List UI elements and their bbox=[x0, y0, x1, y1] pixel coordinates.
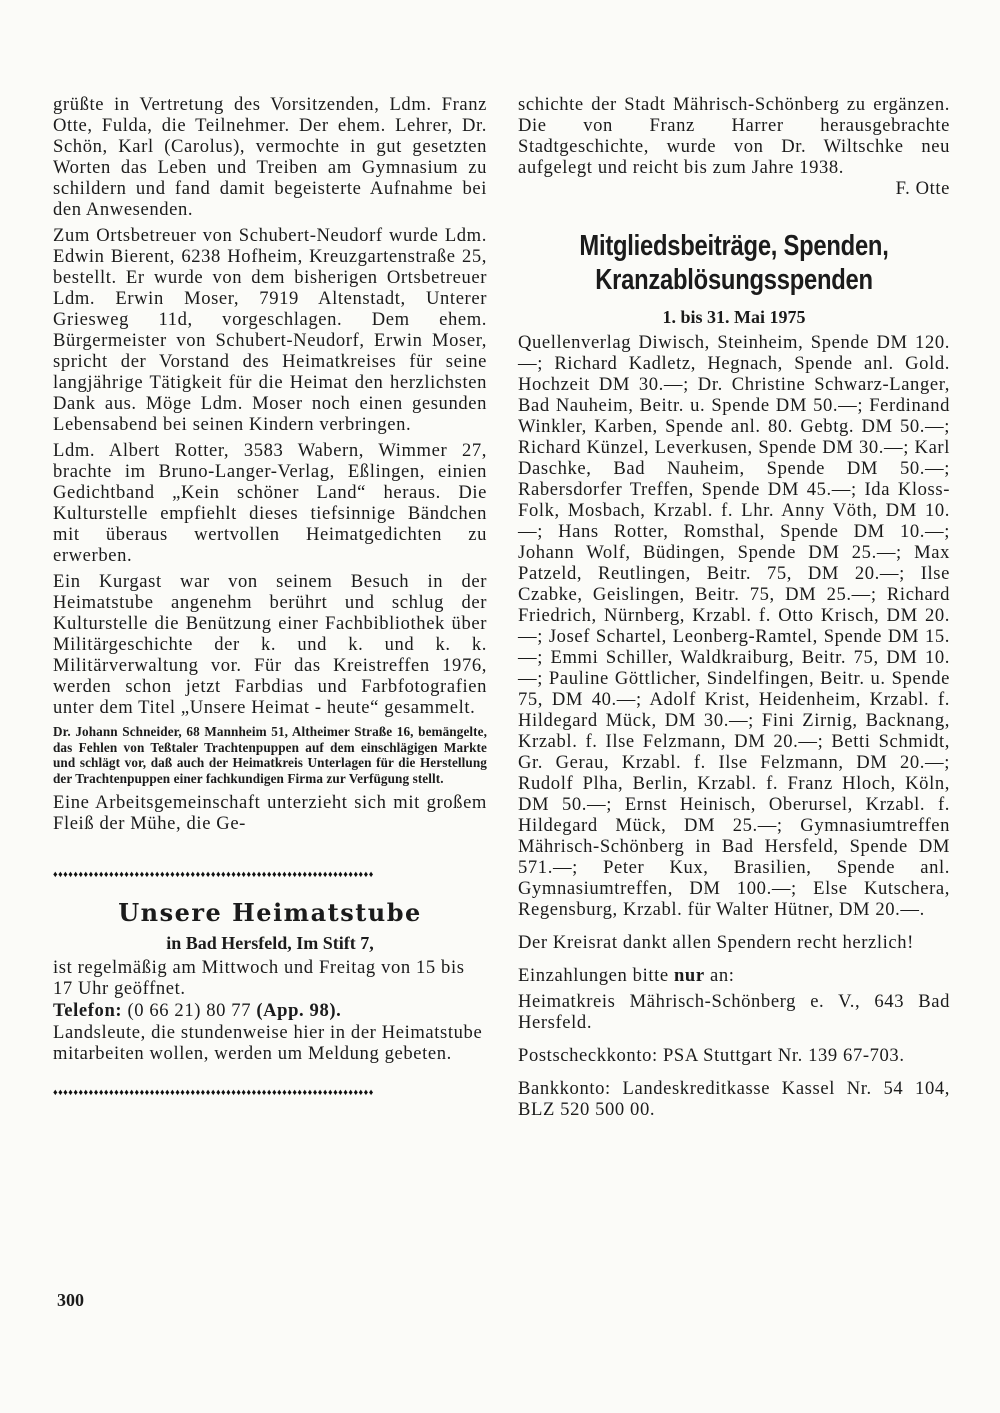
divider-bottom: ♦♦♦♦♦♦♦♦♦♦♦♦♦♦♦♦♦♦♦♦♦♦♦♦♦♦♦♦♦♦♦♦♦♦♦♦♦♦♦♦♦♦♦♦♦♦♦♦♦♦♦♦♦♦♦♦♦♦♦♦♦♦♦ bbox=[53, 1087, 374, 1097]
paragraph-kurgast: Ein Kurgast war von seinem Besuch in der Heimatstube angenehm berührt und schlug der Kulturstelle die Benützung einer Fachbibliothek über Militärgeschichte der k. und k. und k. k. Militärverwaltung vor. Für das Kreistreffen 1976, werden schon jetzt Farbdias und Farbfotografien unter dem Titel „Unsere Heimat - heute“ gesammelt. bbox=[53, 571, 487, 718]
left-column bbox=[53, 94, 487, 1098]
right-column bbox=[518, 94, 950, 1125]
payment-recipient: Heimatkreis Mährisch-Schönberg e. V., 643 Bad Hersfeld. bbox=[518, 991, 950, 1033]
section-title-line-1: Mitgliedsbeiträge, Spenden, bbox=[579, 230, 889, 262]
donations-list: Quellenverlag Diwisch, Steinheim, Spende DM 120.—; Richard Kadletz, Hegnach, Spende anl. Gold. Hochzeit DM 30.—; Dr. Christine Schwarz-Langer, Bad Nauheim, Beitr. u. Spende DM 50.—; Ferdinand Winkler, Karben, Spende anl. 80. Gebtg. DM 50.—; Richard Künzel, Leverkusen, Spende DM 30.—; Karl Daschke, Bad Nauheim, Spende DM 50.—; Rabersdorfer Treffen, Spende DM 45.—; Ida Kloss-Folk, Mosbach, Krzabl. f. Lhr. Anny Vöth, DM 10.—; Hans Rotter, Romsthal, Spende DM 10.—; Johann Wolf, Büdingen, Spende DM 25.—; Max Patzeld, Reutlingen, Beitr. 75, DM 20.—; Ilse Czabke, Geislingen, Beitr. 75, DM 25.—; Richard Friedrich, Nürnberg, Krzabl. f. Otto Krisch, DM 20.—; Josef Schartel, Leonberg-Ramtel, Spende DM 15.—; Emmi Schiller, Waldkraiburg, Beitr. 75, DM 10.—; Pauline Göttlicher, Sindelfingen, Beitr. u. Spende 75, DM 40.—; Adolf Krist, Heidenheim, Krzabl. f. Hildegard Mück, DM 30.—; Fini Zirnig, Backnang, Krzabl. f. Ilse Felzmann, DM 20.—; Betti Schmidt, Gr. Gerau, Krzabl. f. Ilse Felzmann, DM 20.—; Rudolf Plha, Berlin, Krzabl. f. Franz Hloch, Köln, DM 50.—; Ernst Heinisch, Oberursel, Krzabl. f. Hildegard Mück, DM 25.—; Gymnasiumtreffen Mährisch-Schönberg in Bad Hersfeld, Spende DM 571.—; Peter Kux, Brasilien, Spende anl. Gymnasiumtreffen, DM 100.—; Else Kutschera, Regensburg, Krzabl. für Walter Hütner, DM 20.—. bbox=[518, 332, 950, 920]
payment-instruction bbox=[518, 965, 950, 986]
phone-label: Telefon: bbox=[53, 1000, 123, 1021]
heimatstube-hours: ist regelmäßig am Mittwoch und Freitag von 15 bis 17 Uhr geöffnet. bbox=[53, 957, 465, 999]
paragraph-arbeitsgemeinschaft: Eine Arbeitsgemeinschaft unterzieht sich mit großem Fleiß der Mühe, die Ge- bbox=[53, 792, 487, 834]
payment-emphasis: nur bbox=[673, 965, 705, 986]
paragraph-trachtenpuppen: Dr. Johann Schneider, 68 Mannheim 51, Altheimer Straße 16, bemängelte, das Fehlen von Teßtaler Trachtenpuppen auf dem einschlägigen Markte und schlägt vor, daß auch der Heimatkreis Unterlagen für die Herstellung der Trachtenpuppen einer fachkundigen Firma zur Verfügung stellt. bbox=[53, 724, 487, 786]
heimatstube-address: in Bad Hersfeld, Im Stift 7, bbox=[166, 933, 374, 953]
divider-top: ♦♦♦♦♦♦♦♦♦♦♦♦♦♦♦♦♦♦♦♦♦♦♦♦♦♦♦♦♦♦♦♦♦♦♦♦♦♦♦♦♦♦♦♦♦♦♦♦♦♦♦♦♦♦♦♦♦♦♦♦♦♦♦ bbox=[53, 869, 374, 879]
thanks-note: Der Kreisrat dankt allen Spendern recht herzlich! bbox=[518, 932, 914, 953]
postal-account: Postscheckkonto: PSA Stuttgart Nr. 139 67-703. bbox=[518, 1045, 905, 1066]
stadtgeschichte-text: schichte der Stadt Mährisch-Schönberg zu ergänzen. Die von Franz Harrer herausgebrachte Stadtgeschichte, wurde von Dr. Wiltschke neu aufgelegt und reicht bis zum Jahre 1938. bbox=[518, 94, 950, 178]
heimatstube-phone bbox=[53, 1000, 487, 1021]
heimatstube-volunteers: Landsleute, die stundenweise hier in der Heimatstube mitarbeiten wollen, werden um Meldung gebeten. bbox=[53, 1022, 483, 1064]
author-signature: F. Otte bbox=[895, 178, 950, 199]
payment-suffix: an: bbox=[709, 965, 735, 986]
paragraph-gedichtband: Ldm. Albert Rotter, 3583 Wabern, Wimmer 27, brachte im Bruno-Langer-Verlag, Eßlingen, einien Gedichtband „Kein schöner Land“ heraus. Die Kulturstelle empfiehlt dieses tiefsinnige Bändchen mit überaus wertvollen Heimatgedichten zu erwerben. bbox=[53, 440, 487, 566]
payment-prefix: Einzahlungen bitte bbox=[518, 965, 669, 986]
phone-extension: (App. 98). bbox=[256, 1000, 342, 1021]
section-title bbox=[557, 229, 911, 297]
section-title-line-2: Kranzablösungsspenden bbox=[595, 264, 873, 296]
paragraph-stadtgeschichte bbox=[518, 94, 950, 199]
paragraph-ortsbetreuer: Zum Ortsbetreuer von Schubert-Neudorf wurde Ldm. Edwin Bierent, 6238 Hofheim, Kreuzgartenstraße 25, bestellt. Er wurde von dem bisherigen Ortsbetreuer Ldm. Erwin Moser, 7919 Altenstadt, Unterer Griesweg 11d, vorgeschlagen. Dem ehem. Bürgermeister von Schubert-Neudorf, Erwin Moser, spricht der Vorstand des Heimatkreises für seine langjährige Tätigkeit für die Heimat den herzlichsten Dank aus. Möge Ldm. Moser noch einen gesunden Lebensabend bei seinen Kindern verbringen. bbox=[53, 225, 487, 435]
paragraph-ceremony: grüßte in Vertretung des Vorsitzenden, Ldm. Franz Otte, Fulda, die Teilnehmer. Der ehem. Lehrer, Dr. Schön, Karl (Carolus), vermochte in gut gesetzten Worten das Leben und Treiben am Gymnasium zu schildern und fand damit begeisterte Aufnahme bei den Anwesenden. bbox=[53, 94, 487, 220]
bank-account: Bankkonto: Landeskreditkasse Kassel Nr. 54 104, BLZ 520 500 00. bbox=[518, 1078, 950, 1120]
heimatstube-title: Unsere Heimatstube bbox=[118, 898, 422, 927]
page-number: 300 bbox=[57, 1290, 84, 1310]
date-range: 1. bis 31. Mai 1975 bbox=[662, 307, 806, 327]
phone-number: (0 66 21) 80 77 bbox=[127, 1000, 252, 1021]
